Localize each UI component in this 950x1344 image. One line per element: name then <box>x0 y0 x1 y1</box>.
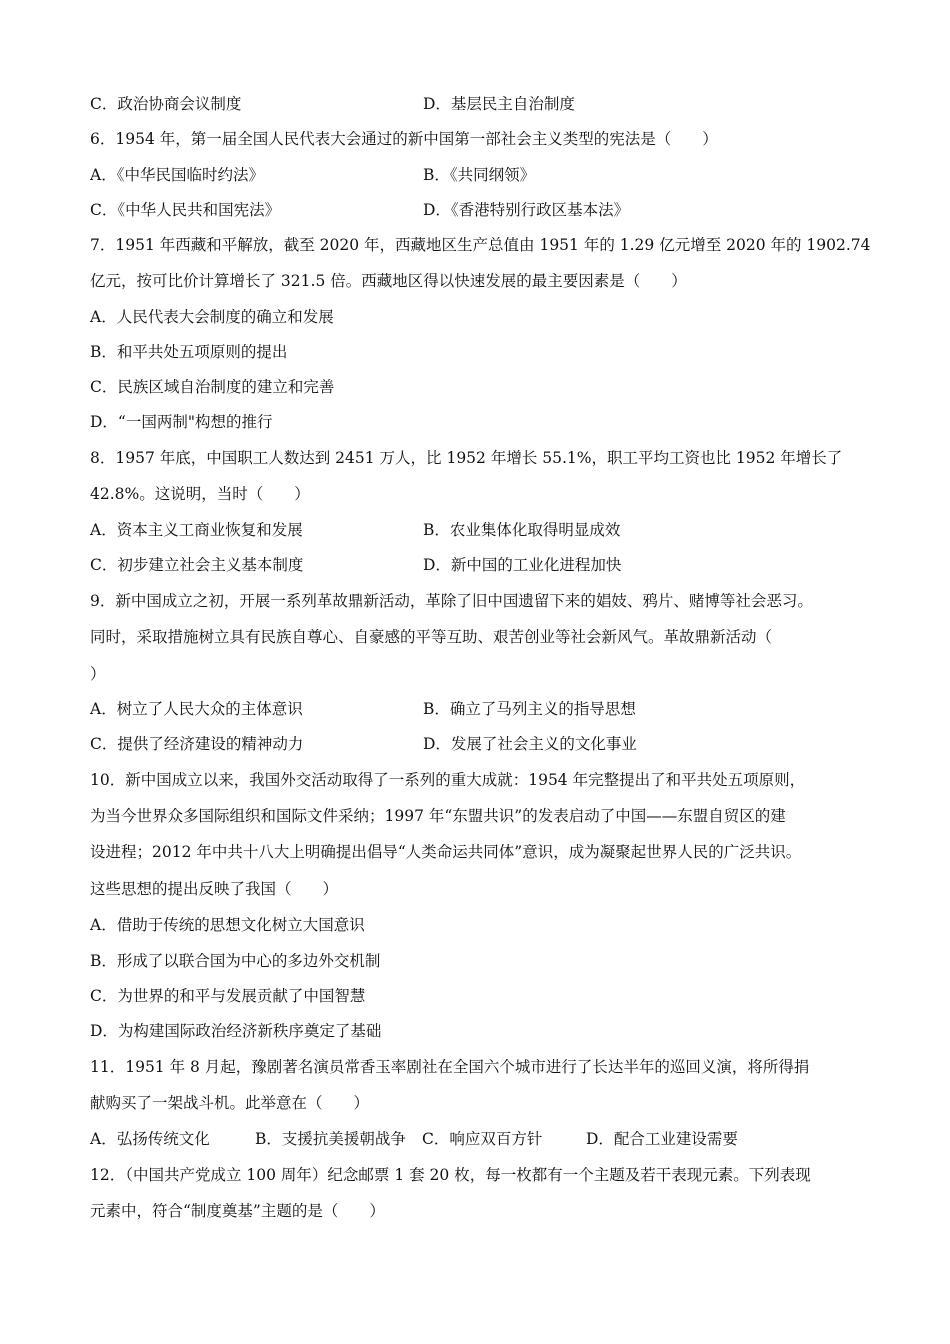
q5-option-c: C．政治协商会议制度 <box>90 95 242 113</box>
q8-option-c: C．初步建立社会主义基本制度 <box>90 556 304 574</box>
q7-option-a: A．人民代表大会制度的确立和发展 <box>90 308 334 326</box>
q7-option-d: D．“一国两制"构想的推行 <box>90 413 273 431</box>
q6-option-a: A．《中华民国临时约法》 <box>90 166 264 184</box>
q11-option-d: D．配合工业建设需要 <box>586 1130 738 1148</box>
q9-option-a: A．树立了人民大众的主体意识 <box>90 700 303 718</box>
q10-option-b: B．形成了以联合国为中心的多边外交机制 <box>90 952 381 970</box>
q10-stem-line2: 为当今世界众多国际组织和国际文件采纳；1997 年“东盟共识”的发表启动了中国——东盟自贸区的建 <box>90 807 786 825</box>
q9-stem-line2: 同时，采取措施树立具有民族自尊心、自豪感的平等互助、艰苦创业等社会新风气。革故鼎新活动（ <box>90 628 773 646</box>
q9-option-c: C．提供了经济建设的精神动力 <box>90 735 304 753</box>
q7-stem-line1: 7．1951 年西藏和平解放，截至 2020 年，西藏地区生产总值由 1951 年的 1.29 亿元增至 2020 年的 1902.74 <box>90 236 871 254</box>
q12-stem-line2: 元素中，符合“制度奠基”主题的是（ ） <box>90 1202 385 1220</box>
q11-stem-line1: 11．1951 年 8 月起，豫剧著名演员常香玉率剧社在全国六个城市进行了长达半年的巡回义演，将所得捐 <box>90 1058 810 1076</box>
q5-option-d: D．基层民主自治制度 <box>423 95 575 113</box>
q8-option-a: A．资本主义工商业恢复和发展 <box>90 521 303 539</box>
q10-stem-line3: 设进程；2012 年中共十八大上明确提出倡导“人类命运共同体”意识，成为凝聚起世界人民的广泛共识。 <box>90 843 802 861</box>
q10-option-d: D．为构建国际政治经济新秩序奠定了基础 <box>90 1022 382 1040</box>
q8-option-d: D．新中国的工业化进程加快 <box>423 556 622 574</box>
q7-option-b: B．和平共处五项原则的提出 <box>90 343 288 361</box>
q8-stem-line1: 8．1957 年底，中国职工人数达到 2451 万人，比 1952 年增长 55.1%，职工平均工资也比 1952 年增长了 <box>90 449 843 467</box>
q9-option-d: D．发展了社会主义的文化事业 <box>423 735 637 753</box>
q11-stem-line2: 献购买了一架战斗机。此举意在（ ） <box>90 1094 370 1112</box>
q10-option-a: A．借助于传统的思想文化树立大国意识 <box>90 916 365 934</box>
q10-stem-line1: 10．新中国成立以来，我国外交活动取得了一系列的重大成就：1954 年完整提出了和平共处五项原则， <box>90 771 806 789</box>
q6-stem: 6．1954 年，第一届全国人民代表大会通过的新中国第一部社会主义类型的宪法是（ ） <box>90 130 718 148</box>
q6-option-c: C．《中华人民共和国宪法》 <box>90 201 281 219</box>
q7-stem-line2: 亿元，按可比价计算增长了 321.5 倍。西藏地区得以快速发展的最主要因素是（ ） <box>90 272 687 290</box>
q6-option-d: D．《香港特别行政区基本法》 <box>423 201 630 219</box>
q11-option-b: B．支援抗美援朝战争 <box>255 1130 406 1148</box>
q8-stem-line2: 42.8%。这说明，当时（ ） <box>90 485 310 503</box>
q11-options-row <box>90 1129 850 1149</box>
q10-stem-line4: 这些思想的提出反映了我国（ ） <box>90 880 339 898</box>
q11-option-a: A．弘扬传统文化 <box>90 1130 210 1148</box>
q11-option-c: C．响应双百方针 <box>422 1130 543 1148</box>
q9-option-b: B．确立了马列主义的指导思想 <box>423 700 636 718</box>
q7-option-c: C．民族区域自治制度的建立和完善 <box>90 378 335 396</box>
q12-stem-line1: 12．（中国共产党成立 100 周年）纪念邮票 1 套 20 枚，每一枚都有一个主题及若干表现元素。下列表现 <box>90 1166 811 1184</box>
q8-option-b: B．农业集体化取得明显成效 <box>423 521 621 539</box>
q9-stem-line1: 9．新中国成立之初，开展一系列革故鼎新活动，革除了旧中国遗留下来的娼妓、鸦片、赌博等社会恶习。 <box>90 592 813 610</box>
q10-option-c: C．为世界的和平与发展贡献了中国智慧 <box>90 987 366 1005</box>
q9-stem-line3: ） <box>90 665 106 683</box>
q6-option-b: B．《共同纲领》 <box>423 166 536 184</box>
